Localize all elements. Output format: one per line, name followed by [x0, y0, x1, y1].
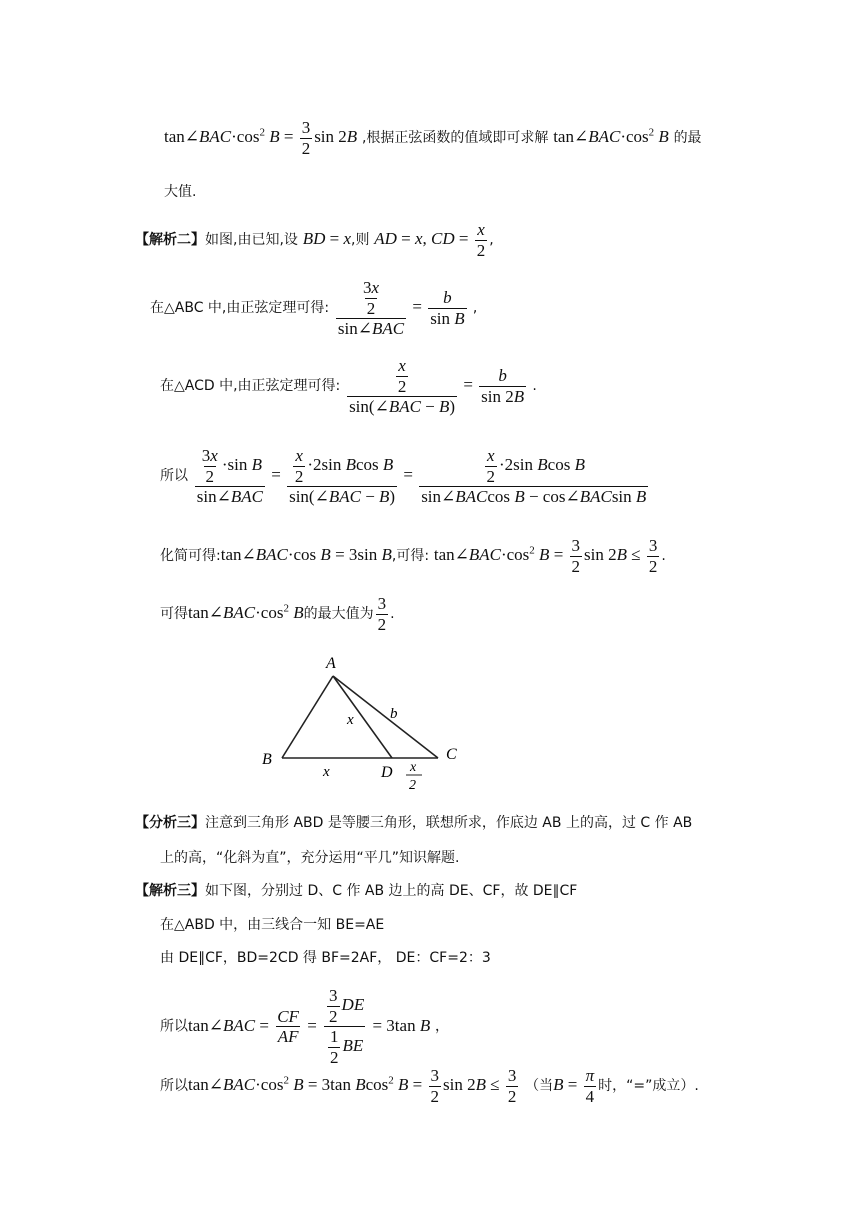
label-cd-den: 2 — [409, 778, 416, 792]
text-line-2: 大值. — [164, 184, 197, 200]
label-a: A — [326, 655, 336, 672]
tan-bac-line — [160, 986, 449, 1067]
math-expr: $\tan\angle BAC\cdot\cos^2$ B = 3tan Bcos$^2$ B = $\frac{3}{2}$ sin 2B ≤ $\frac{3}{2}$ — [188, 1066, 517, 1106]
math-expr: B = $\frac{\pi}{4}$ — [553, 1066, 595, 1106]
math-expr: $\tan\angle BAC\cdot\cos^2$ B — [188, 602, 304, 622]
triangle-figure — [0, 652, 860, 792]
jiexi3-line-3: 由 DE∥CF，BD=2CD 得 BF=2AF， DE：CF=2：3 — [160, 950, 491, 966]
jiexi2-line — [135, 220, 494, 260]
text: 的最大值为 — [303, 605, 374, 622]
acd-sine-law-line — [160, 356, 537, 417]
label-b: B — [262, 751, 272, 768]
text: ,根据正弦函数的值域即可求解 — [361, 129, 549, 146]
label-cd-num: x — [410, 760, 417, 775]
text: 在△ABC 中,由正弦定理可得: — [150, 300, 330, 317]
text: ,则 — [351, 231, 370, 248]
math-expr: $\frac{\frac{x}{2}}{\text{sin(∠BAC − B)}}$ = $\frac{b}{\sin 2B}$ — [349, 356, 525, 417]
label-x-ad: x — [347, 712, 354, 728]
label-d: D — [381, 764, 393, 781]
side-ab — [282, 676, 333, 758]
fenxi3-line-2: 上的高，“化斜为直”，充分运用“平几”知识解题. — [160, 850, 460, 866]
text: 如图,由已知,设 — [205, 231, 298, 248]
text: 时，“=”成立）. — [598, 1077, 699, 1094]
math-expr: BD = x — [302, 228, 351, 248]
max-value-line — [160, 594, 395, 634]
math-expr: $\frac{\frac{3x}{2}}{\text{sin∠BAC}}$ = $\frac{b}{\text{sin B}}$ — [337, 278, 465, 339]
section-label: 【解析三】 — [135, 883, 205, 899]
math-expr: $\frac{3x}{2}$ ·sin B sin∠BAC = $\frac{x}{2}$ ·2sin Bcos B sin(∠BAC − B) = $\frac{x}{2}$ ·2sin Bcos B sin∠BACcos B − cos∠BACsin B — [196, 446, 647, 507]
text: 在△ACD 中,由正弦定理可得: — [160, 378, 341, 395]
section-label: 【分析三】 — [135, 815, 205, 831]
text: 如下图，分别过 D、C 作 AB 边上的高 DE、CF，故 DE∥CF — [205, 883, 578, 899]
text: 所以 — [160, 1018, 188, 1035]
final-line — [160, 1066, 699, 1106]
text: 的最 — [673, 129, 702, 146]
text: , — [472, 300, 478, 317]
section-label: 【解析二】 — [135, 231, 205, 248]
simplify-line — [160, 536, 666, 576]
text: ,可得: — [391, 547, 430, 564]
text: 所以 — [160, 468, 188, 485]
jiexi3-line-1 — [135, 880, 577, 900]
fenxi3-line-1 — [135, 812, 692, 832]
math-expr: AD = x, CD = $\frac{x}{2}$ — [374, 220, 486, 260]
math-expr: $\tan\angle BAC\cdot\cos^2$ B = $\frac{3}{2}$ sin 2B ≤ $\frac{3}{2}$ — [433, 536, 658, 576]
formula-line-1 — [164, 118, 702, 158]
jiexi3-line-2: 在△ABD 中，由三线合一知 BE=AE — [160, 917, 385, 933]
segment-ad — [333, 676, 392, 758]
math-expr: $\tan\angle BAC\cdot\cos^2$ B — [553, 126, 669, 146]
text: . — [661, 547, 666, 564]
combined-equation-line — [160, 446, 650, 507]
text: . — [532, 378, 537, 395]
label-b-side: b — [390, 706, 398, 722]
text: , — [489, 231, 494, 248]
text: （当 — [525, 1077, 554, 1094]
text: 可得 — [160, 605, 188, 622]
math-expr: tan∠BAC = $\frac{CF}{AF}$ = $\frac{3}{2}$ DE $\frac{1}{2}$ BE = 3tan B — [188, 986, 431, 1067]
math-expr: $\tan\angle BAC\cdot\cos^2$ B = $\frac{3}{2}$ sin 2B — [164, 118, 358, 158]
text: 化简可得: — [160, 547, 221, 564]
text: ， — [435, 1018, 449, 1035]
text: 注意到三角形 ABD 是等腰三角形，联想所求，作底边 AB 上的高，过 C 作 AB — [205, 815, 693, 831]
abc-sine-law-line — [150, 278, 477, 339]
label-x-bd: x — [323, 764, 330, 780]
math-expr: $\frac{3}{2}$ — [377, 594, 387, 634]
label-c: C — [446, 746, 457, 763]
text: . — [390, 605, 395, 622]
text: 所以 — [160, 1077, 188, 1094]
math-expr: tan∠BAC·cos B = 3sin B — [220, 544, 392, 564]
